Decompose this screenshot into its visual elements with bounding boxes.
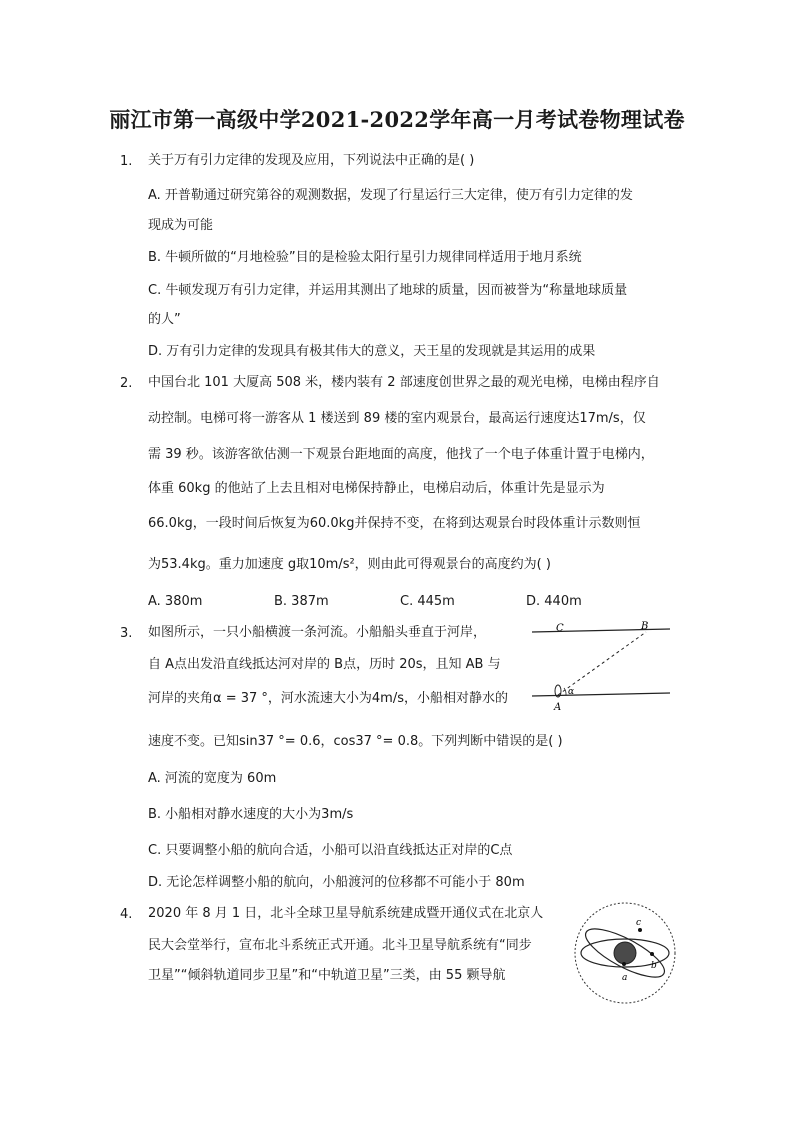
question-2-option-b: B. 387m	[274, 594, 329, 609]
question-1-number: 1.	[120, 154, 133, 169]
path-ab-dashed	[558, 632, 646, 695]
question-3-line-1: 如图所示，一只小船横渡一条河流。小船船头垂直于河岸，	[148, 625, 487, 640]
question-1-option-d: D. 万有引力定律的发现具有极其伟大的意义，天王星的发现就是其运用的成果	[148, 344, 596, 359]
earth-icon	[614, 942, 636, 964]
question-2-line-6: 为53.4kg。重力加速度 g取10m/s²，则由此可得观景台的高度约为( )	[148, 557, 551, 572]
satellite-a-dot	[622, 962, 626, 966]
page-title: 丽江市第一高级中学2021-2022学年高一月考试卷物理试卷	[109, 107, 685, 132]
question-2-line-4: 体重 60kg 的他站了上去且相对电梯保持静止，电梯启动后，体重计先是显示为	[148, 481, 605, 496]
question-3-option-a: A. 河流的宽度为 60m	[148, 771, 277, 786]
question-3-option-c: C. 只要调整小船的航向合适，小船可以沿直线抵达正对岸的C点	[148, 843, 513, 858]
question-3-line-3: 河岸的夹角α = 37 °，河水流速大小为4m/s，小船相对静水的	[148, 691, 508, 706]
angle-alpha-label: α	[568, 687, 575, 697]
near-bank-line	[532, 693, 670, 696]
question-3-option-d: D. 无论怎样调整小船的航向，小船渡河的位移都不可能小于 80m	[148, 875, 525, 890]
question-4-line-2: 民大会堂举行，宣布北斗系统正式开通。北斗卫星导航系统有“同步	[148, 938, 532, 953]
far-bank-line	[532, 629, 670, 632]
satellite-c-dot	[638, 928, 642, 932]
satellite-b-dot	[650, 952, 654, 956]
angle-arc	[564, 688, 566, 695]
question-1-option-c-cont: 的人”	[148, 312, 181, 327]
question-2-line-1: 中国台北 101 大厦高 508 米，楼内装有 2 部速度创世界之最的观光电梯，电梯由程序自	[148, 375, 660, 390]
question-2-option-d: D. 440m	[526, 594, 582, 609]
question-1-stem: 关于万有引力定律的发现及应用，下列说法中正确的是( )	[148, 153, 475, 168]
question-3-number: 3.	[120, 626, 133, 641]
satellite-b-label: b	[651, 961, 657, 971]
question-4-line-1: 2020 年 8 月 1 日，北斗全球卫星导航系统建成暨开通仪式在北京人	[148, 906, 544, 921]
river-crossing-diagram	[530, 618, 676, 714]
question-1-option-b: B. 牛顿所做的“月地检验”目的是检验太阳行星引力规律同样适用于地月系统	[148, 250, 582, 265]
question-2-option-a: A. 380m	[148, 594, 203, 609]
satellite-c-label: c	[636, 918, 642, 928]
point-b-label: B	[641, 621, 649, 632]
point-a-label: A	[554, 702, 562, 713]
question-4-number: 4.	[120, 907, 133, 922]
point-c-label: C	[556, 623, 564, 634]
question-3-line-4: 速度不变。已知sin37 °= 0.6，cos37 °= 0.8。下列判断中错误的是( )	[148, 734, 563, 749]
question-4-line-3: 卫星”“倾斜轨道同步卫星”和“中轨道卫星”三类，由 55 颗导航	[148, 968, 506, 983]
question-1-option-a-cont: 现成为可能	[148, 218, 214, 233]
question-3-option-b: B. 小船相对静水速度的大小为3m/s	[148, 807, 354, 822]
question-2-line-2: 动控制。电梯可将一游客从 1 楼送到 89 楼的室内观景台，最高运行速度达17m/s，仅	[148, 411, 646, 426]
question-1-option-c: C. 牛顿发现万有引力定律，并运用其测出了地球的质量，因而被誉为“称量地球质量	[148, 283, 628, 298]
question-3-line-2: 自 A点出发沿直线抵达河对岸的 B点，历时 20s，且知 AB 与	[148, 657, 501, 672]
question-1-option-a: A. 开普勒通过研究第谷的观测数据，发现了行星运行三大定律，使万有引力定律的发	[148, 188, 633, 203]
satellite-a-label: a	[622, 973, 628, 983]
satellite-orbit-diagram	[572, 900, 678, 1006]
question-2-line-3: 需 39 秒。该游客欲估测一下观景台距地面的高度，他找了一个电子体重计置于电梯内，	[148, 447, 654, 462]
question-2-option-c: C. 445m	[400, 594, 455, 609]
question-2-line-5: 66.0kg，一段时间后恢复为60.0kg并保持不变，在将到达观景台时段体重计示数则恒	[148, 516, 641, 531]
question-2-number: 2.	[120, 376, 133, 391]
